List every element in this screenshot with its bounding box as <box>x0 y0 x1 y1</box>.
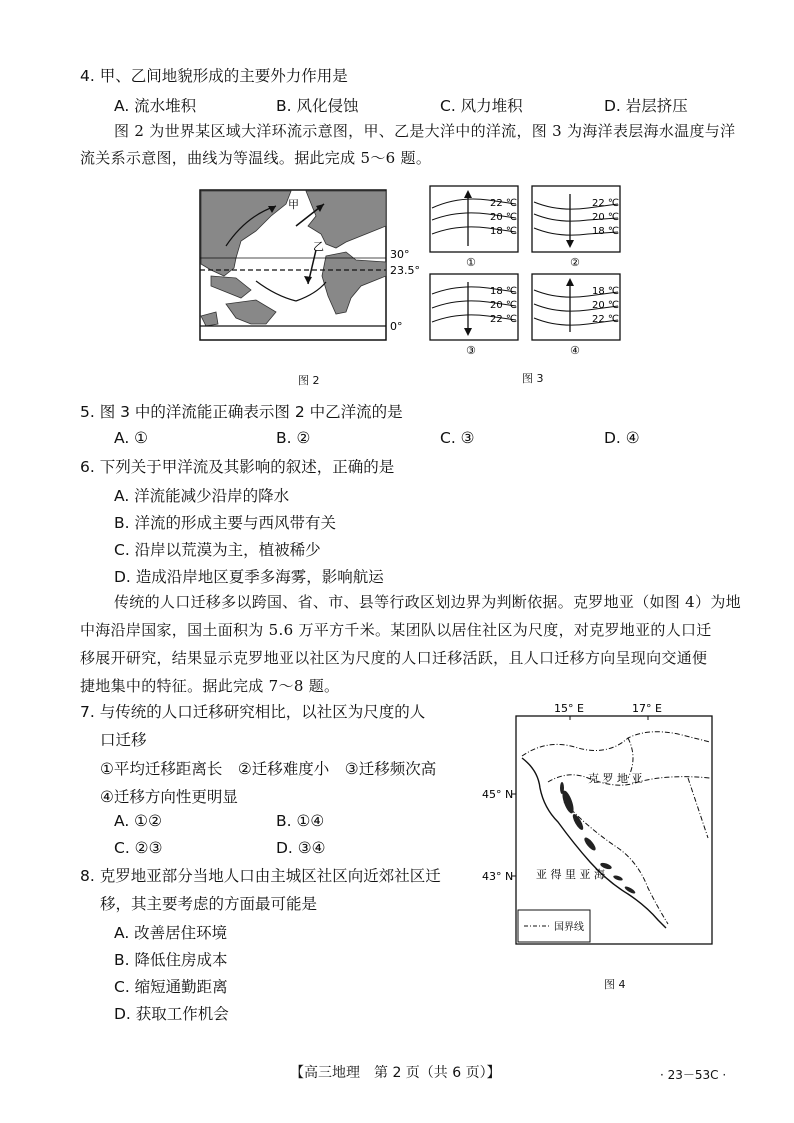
figure-3-caption: 图 3 <box>522 372 544 385</box>
q4-option-d: D. 岩层挤压 <box>604 97 688 115</box>
q7-choices-line1: ①平均迁移距离长 ②迁移难度小 ③迁移频次高 <box>100 760 437 778</box>
fig3-p2-t3: 18 ℃ <box>592 226 620 237</box>
q8-stem-line1: 8. 克罗地亚部分当地人口由主城区社区向近郊社区迁 <box>80 867 441 885</box>
q4-stem: 4. 甲、乙间地貌形成的主要外力作用是 <box>80 67 348 85</box>
fig2-lat-235: 23.5° <box>390 264 420 277</box>
fig4-lon-15: 15° E <box>554 702 584 715</box>
figure-2-caption: 图 2 <box>298 374 320 387</box>
fig3-p2-num: ② <box>570 256 580 269</box>
fig3-p2-t2: 20 ℃ <box>592 212 620 223</box>
q8-option-c: C. 缩短通勤距离 <box>114 978 228 996</box>
fig3-p2-t1: 22 ℃ <box>592 198 620 209</box>
footer-code: · 23－53C · <box>660 1068 727 1082</box>
q5-option-c: C. ③ <box>440 429 475 447</box>
fig3-p1-t3: 18 ℃ <box>490 226 518 237</box>
q4-option-b: B. 风化侵蚀 <box>276 97 359 115</box>
passage1-line1: 图 2 为世界某区域大洋环流示意图，甲、乙是大洋中的洋流，图 3 为海洋表层海水温度与洋 <box>114 122 736 140</box>
q8-option-a: A. 改善居住环境 <box>114 924 228 942</box>
passage2-line2: 中海沿岸国家，国土面积为 5.6 万平方千米。某团队以居住社区为尺度，对克罗地亚的人口迁 <box>80 621 712 639</box>
q5-stem: 5. 图 3 中的洋流能正确表示图 2 中乙洋流的是 <box>80 403 403 421</box>
fig3-p3-t3: 22 ℃ <box>490 314 518 325</box>
figure-3-diagram <box>428 182 628 362</box>
q7-stem-line2: 口迁移 <box>100 731 147 749</box>
fig2-lat-0: 0° <box>390 320 403 333</box>
q5-option-b: B. ② <box>276 429 311 447</box>
fig3-p4-t1: 18 ℃ <box>592 286 620 297</box>
q7-stem-line1: 7. 与传统的人口迁移研究相比，以社区为尺度的人 <box>80 703 426 721</box>
fig3-p1-t2: 20 ℃ <box>490 212 518 223</box>
passage2-line3: 移展开研究，结果显示克罗地亚以社区为尺度的人口迁移活跃，且人口迁移方向呈现向交通便 <box>80 649 708 667</box>
q7-option-c: C. ②③ <box>114 839 163 857</box>
q7-option-d: D. ③④ <box>276 839 326 857</box>
fig3-p4-t3: 22 ℃ <box>592 314 620 325</box>
fig4-country-label: 克 罗 地 亚 <box>588 772 643 785</box>
q7-choices-line2: ④迁移方向性更明显 <box>100 788 238 806</box>
q8-stem-line2: 移，其主要考虑的方面最可能是 <box>100 895 318 913</box>
fig4-sea-label: 亚 得 里 亚 海 <box>536 868 605 881</box>
fig3-p1-t1: 22 ℃ <box>490 198 518 209</box>
q4-option-a: A. 流水堆积 <box>114 97 197 115</box>
figure-4-map <box>478 698 718 964</box>
fig3-p3-num: ③ <box>466 344 476 357</box>
fig3-p1-num: ① <box>466 256 476 269</box>
q4-option-c: C. 风力堆积 <box>440 97 523 115</box>
q6-option-c: C. 沿岸以荒漠为主，植被稀少 <box>114 541 321 559</box>
q8-option-d: D. 获取工作机会 <box>114 1005 229 1023</box>
fig3-p3-t2: 20 ℃ <box>490 300 518 311</box>
fig4-lat-43: 43° N <box>482 870 514 883</box>
q6-option-a: A. 洋流能减少沿岸的降水 <box>114 487 290 505</box>
fig2-label-yi: 乙 <box>313 240 324 253</box>
q6-stem: 6. 下列关于甲洋流及其影响的叙述，正确的是 <box>80 458 395 476</box>
fig4-legend-label: 国界线 <box>554 922 584 933</box>
figure-2-map <box>196 186 420 356</box>
q8-option-b: B. 降低住房成本 <box>114 951 228 969</box>
passage1-line2: 流关系示意图，曲线为等温线。据此完成 5～6 题。 <box>80 149 432 167</box>
q5-option-d: D. ④ <box>604 429 640 447</box>
fig2-lat-30: 30° <box>390 248 410 261</box>
fig3-p3-t1: 18 ℃ <box>490 286 518 297</box>
fig4-lon-17: 17° E <box>632 702 662 715</box>
fig3-p4-num: ④ <box>570 344 580 357</box>
q7-option-b: B. ①④ <box>276 812 325 830</box>
figure-4-caption: 图 4 <box>604 978 626 991</box>
q6-option-b: B. 洋流的形成主要与西风带有关 <box>114 514 336 532</box>
footer-page-info: 【高三地理 第 2 页（共 6 页）】 <box>290 1065 501 1081</box>
passage2-line4: 捷地集中的特征。据此完成 7～8 题。 <box>80 677 340 695</box>
q5-option-a: A. ① <box>114 429 149 447</box>
q7-option-a: A. ①② <box>114 812 162 830</box>
q6-option-d: D. 造成沿岸地区夏季多海雾，影响航运 <box>114 568 384 586</box>
fig4-lat-45: 45° N <box>482 788 514 801</box>
fig2-label-jia: 甲 <box>288 198 299 211</box>
passage2-line1: 传统的人口迁移多以跨国、省、市、县等行政区划边界为判断依据。克罗地亚（如图 4）为地 <box>114 593 741 611</box>
fig3-p4-t2: 20 ℃ <box>592 300 620 311</box>
